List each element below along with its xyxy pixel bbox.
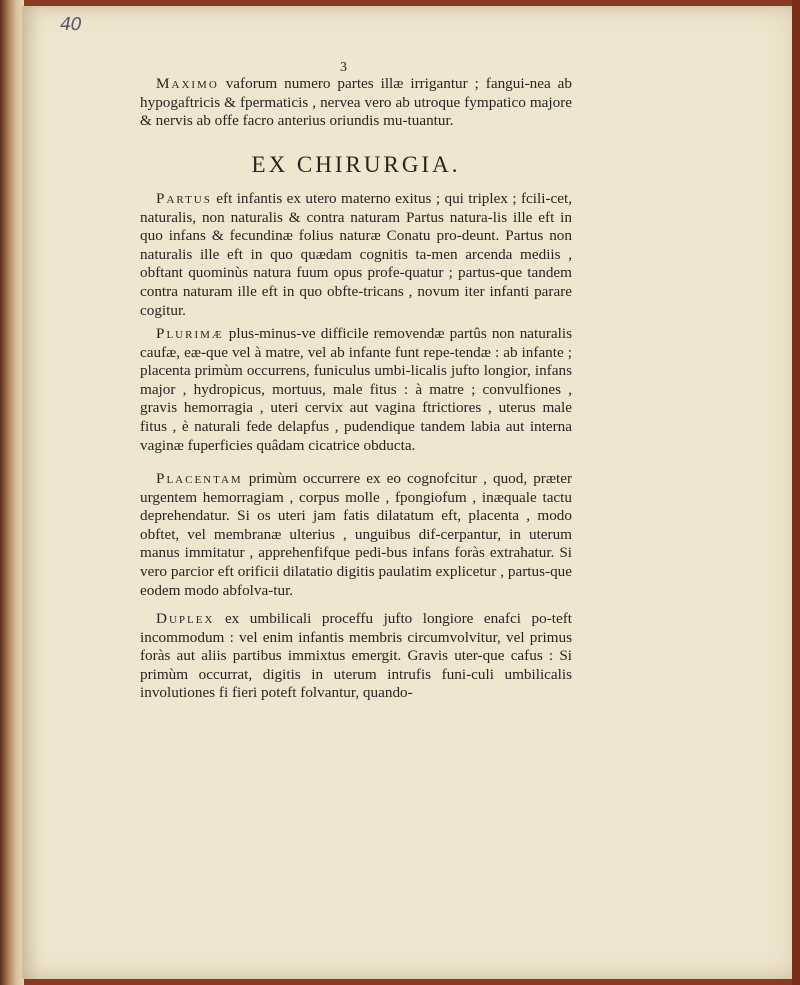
paragraph-1-body: vaforum numero partes illæ irrigantur ; fangui-nea ab hypogaftricis & fpermaticis , nervea vero ab utroque fympatico majore & nervis ab offe facro anterius oriundis mu-tuantur.: [140, 75, 572, 130]
paragraph-2-lead: Partus: [156, 190, 212, 207]
page-number: 3: [340, 60, 347, 75]
paragraph-3: [140, 325, 572, 455]
section-heading: EX CHIRURGIA.: [251, 152, 461, 177]
book-edge: [792, 0, 800, 985]
paragraph-4: [140, 470, 572, 600]
paragraph-1: [140, 75, 572, 131]
folio-mark: 40: [60, 14, 81, 35]
paragraph-5: [140, 610, 572, 703]
paragraph-3-body: plus-minus-ve difficile removendæ partûs non naturalis caufæ, eæ-que vel à matre, vel ab infante funt repe-tendæ : ab infante ; placenta primùm occurrens, funiculus umbi-licalis jufto longior, infans major , hydropicus, mortuus, male fitus : à matre ; convulfiones , gravis hemorragia , uteri cervix aut vagina ftrictiores , uterus male fitus , è naturali fede delapfus , pudendique tandem labia aut interna vaginæ fuperficies quâdam cicatrice obducta.: [140, 325, 572, 454]
book-binding: [0, 0, 24, 985]
paragraph-4-lead: Placentam: [156, 470, 243, 487]
paragraph-5-body: ex umbilicali proceffu jufto longiore enafci po-teft incommodum : vel enim infantis membris circumvolvitur, vel primus foràs aut aliis partibus immixtus emergit. Gravis uter-que cafus : Si primùm occurrat, digitis in uterum intrufis funi-culi umbilicalis involutiones fi fieri poteft folvantur, quando-: [140, 610, 572, 702]
paragraph-1-lead: Maximo: [156, 75, 219, 92]
paragraph-3-lead: Plurimæ: [156, 325, 224, 342]
paragraph-2-body: eft infantis ex utero materno exitus ; qui triplex ; fcili-cet, naturalis, non naturalis & contra naturam Partus natura-lis ille eft in quo infans & fecundinæ folius naturæ Conatu pro-deunt. Partus non naturalis ille eft in quo quædam cognitis ta-men arcenda mediis , obftant quominùs natura fuum opus profe-quatur ; partus-que tandem contra naturam ille eft in quo obfte-tricans , novum iter infanti parare cogitur.: [140, 190, 572, 319]
paragraph-2: [140, 190, 572, 320]
paragraph-4-body: primùm occurrere ex eo cognofcitur , quod, præter urgentem hemorragiam , corpus molle , fpongiofum , inæquale tactu deprehendatur. Si os uteri jam fatis dilatatum eft, placenta , modo obftet, vel membranæ ulterius , unguibus dif-cerpantur, in uterum manus immitatur , apprehenfifque pedi-bus infans foràs extrahatur. Si vero parcior eft orificii dilatatio digitis paulatim explicetur , partus-que eodem modo abfolva-tur.: [140, 470, 572, 599]
paragraph-5-lead: Duplex: [156, 610, 215, 627]
